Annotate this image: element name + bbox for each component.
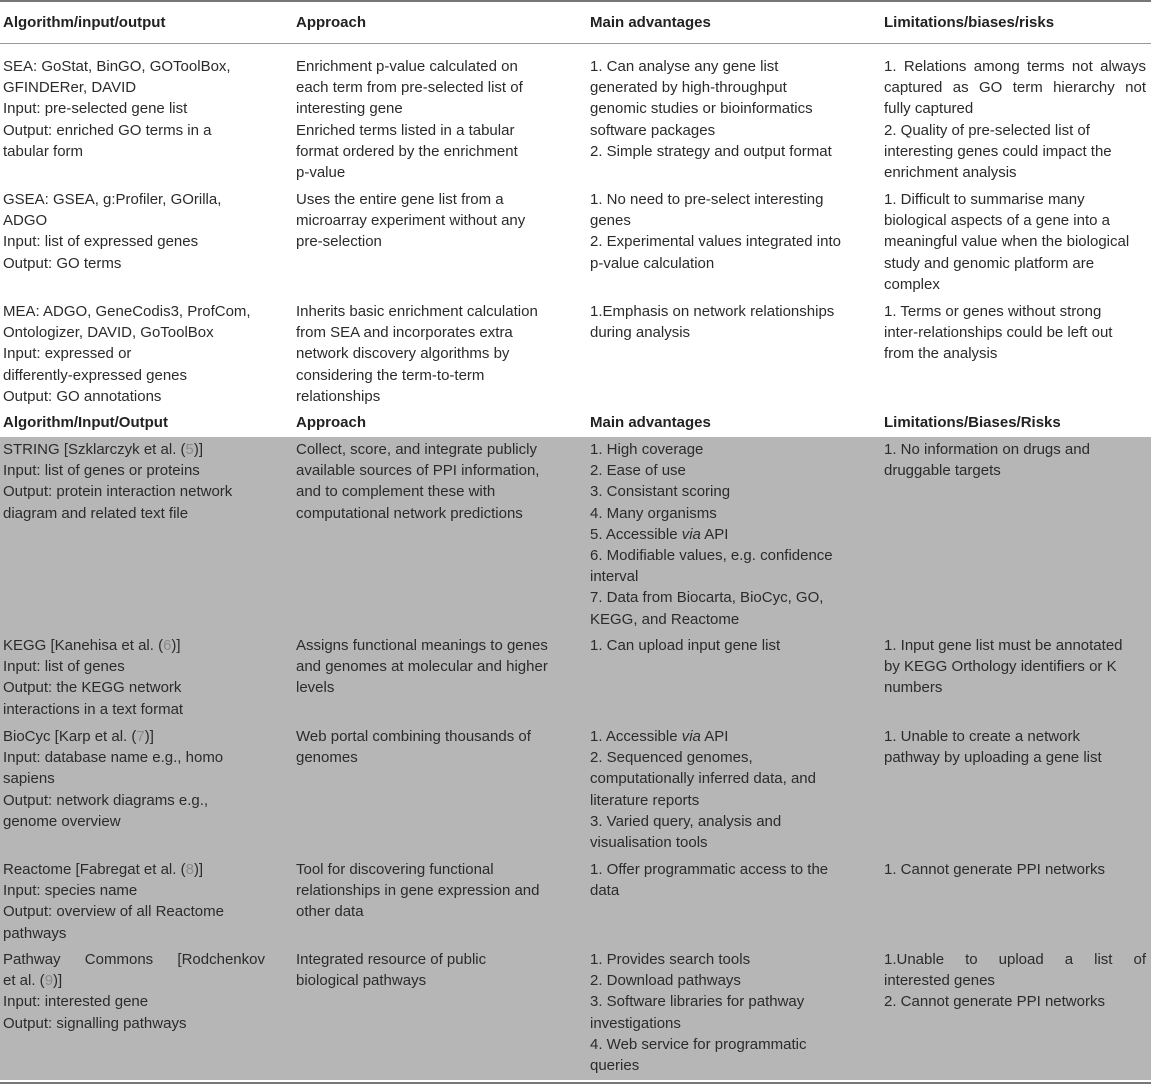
algorithm-cell <box>3 56 265 162</box>
advantages-cell <box>590 635 852 656</box>
cell-line: genome overview <box>3 812 121 830</box>
approach-cell <box>296 189 558 253</box>
column-header: Approach <box>296 414 367 431</box>
cell-line: relationships <box>296 387 381 405</box>
cell-line: Tool for discovering functional <box>296 861 494 878</box>
cell-line: 1. Difficult to summarise many <box>884 191 1085 208</box>
cell-line: from the analysis <box>884 345 998 363</box>
cell-line: p-value <box>296 164 346 182</box>
cell-line: Pathway Commons [Rodchenkov <box>3 951 265 968</box>
approach-cell <box>296 56 558 183</box>
column-header: Limitations/Biases/Risks <box>884 414 1061 431</box>
cell-text: )] <box>53 972 63 990</box>
tool-name: Reactome [Fabregat et al. ( <box>3 861 186 878</box>
cell-line: Input: list of expressed genes <box>3 233 199 251</box>
cell-line: 1. Can upload input gene list <box>590 637 781 654</box>
cell-line: Input: list of genes <box>3 658 125 676</box>
cell-line: 1. Terms or genes without strong <box>884 303 1102 320</box>
cell-line: 1. High coverage <box>590 441 704 458</box>
cell-line: KEGG, and Reactome <box>590 610 740 628</box>
cell-line <box>3 970 265 991</box>
cell-line: Output: overview of all Reactome <box>3 903 224 921</box>
cell-text: )] <box>171 637 181 654</box>
cell-line: 1. No information on drugs and <box>884 441 1090 458</box>
cell-line: sapiens <box>3 770 55 788</box>
cell-line: software packages <box>590 121 716 139</box>
cell-line: Output: signalling pathways <box>3 1014 187 1032</box>
cell-line: computational network predictions <box>296 504 523 522</box>
cell-line: 2. Simple strategy and output format <box>590 142 832 160</box>
cell-text: API <box>700 728 729 745</box>
cell-line: Collect, score, and integrate publicly <box>296 441 537 458</box>
cell-line: Output: the KEGG network <box>3 679 182 697</box>
cell-line <box>590 524 852 545</box>
column-header: Main advantages <box>590 14 711 31</box>
cell-line <box>3 726 265 747</box>
algorithm-cell <box>3 189 265 274</box>
approach-cell <box>296 726 558 768</box>
cell-text: API <box>700 525 729 543</box>
cell-line: and to complement these with <box>296 483 496 501</box>
cell-line: levels <box>296 679 335 697</box>
cell-line: GSEA: GSEA, g:Profiler, GOrilla, <box>3 191 222 208</box>
cell-line: 2. Cannot generate PPI networks <box>884 993 1105 1011</box>
algorithm-cell <box>3 635 265 720</box>
column-header: Algorithm/Input/Output <box>3 414 168 431</box>
cell-line: Output: GO annotations <box>3 387 162 405</box>
cell-line: 1. Provides search tools <box>590 951 751 968</box>
cell-line: Input: list of genes or proteins <box>3 462 200 480</box>
cell-line: 2. Experimental values integrated into <box>590 233 841 251</box>
cell-line: ADGO <box>3 212 48 230</box>
cell-line: 3. Varied query, analysis and <box>590 812 782 830</box>
cell-line: 3. Software libraries for pathway <box>590 993 805 1011</box>
cell-line: fully captured <box>884 100 974 118</box>
cell-line: Input: interested gene <box>3 993 149 1011</box>
cell-text: )] <box>144 728 154 745</box>
cell-line: tabular form <box>3 142 84 160</box>
cell-line: genomes <box>296 749 358 767</box>
cell-line: interactions in a text format <box>3 700 184 718</box>
cell-line: meaningful value when the biological <box>884 233 1130 251</box>
cell-line: Integrated resource of public <box>296 951 487 968</box>
cell-line: 7. Data from Biocarta, BioCyc, GO, <box>590 589 824 607</box>
cell-text: 1. Accessible <box>590 728 682 745</box>
cell-line: druggable targets <box>884 462 1001 480</box>
cell-text: 5. Accessible <box>590 525 682 543</box>
cell-line: differently-expressed genes <box>3 366 187 384</box>
cell-line: microarray experiment without any <box>296 212 526 230</box>
cell-line: 4. Many organisms <box>590 504 717 522</box>
cell-line: queries <box>590 1057 640 1075</box>
cell-line: data <box>590 882 620 900</box>
cell-line: and genomes at molecular and higher <box>296 658 548 676</box>
column-header: Limitations/biases/risks <box>884 14 1055 31</box>
cell-line: 2. Download pathways <box>590 972 741 990</box>
reference-link[interactable]: 8 <box>185 861 194 878</box>
cell-line: pre-selection <box>296 233 382 251</box>
cell-line: MEA: ADGO, GeneCodis3, ProfCom, <box>3 303 251 320</box>
cell-line: Input: expressed or <box>3 345 132 363</box>
limitations-cell <box>884 439 1146 481</box>
advantages-cell <box>590 56 852 162</box>
cell-line: other data <box>296 903 364 921</box>
column-header: Algorithm/input/output <box>3 14 166 31</box>
approach-cell <box>296 635 558 699</box>
cell-line: Input: pre-selected gene list <box>3 100 188 118</box>
cell-line: study and genomic platform are <box>884 254 1095 272</box>
cell-line: 1. Input gene list must be annotated <box>884 637 1123 654</box>
cell-line: 6. Modifiable values, e.g. confidence <box>590 547 833 565</box>
approach-cell <box>296 859 558 923</box>
cell-line: Output: GO terms <box>3 254 122 272</box>
cell-line: format ordered by the enrichment <box>296 142 518 160</box>
cell-line: 1.Emphasis on network relationships <box>590 303 835 320</box>
cell-line: inter-relationships could be left out <box>884 324 1113 342</box>
cell-line <box>3 439 265 460</box>
cell-line: literature reports <box>590 791 700 809</box>
cell-line: SEA: GoStat, BinGO, GOToolBox, <box>3 58 231 75</box>
advantages-cell <box>590 189 852 274</box>
cell-line: available sources of PPI information, <box>296 462 540 480</box>
cell-line: considering the term-to-term <box>296 366 485 384</box>
cell-line: 3. Consistant scoring <box>590 483 731 501</box>
limitations-cell <box>884 635 1146 699</box>
cell-line: Output: protein interaction network <box>3 483 233 501</box>
cell-line: Input: database name e.g., homo <box>3 749 224 767</box>
cell-line: Inherits basic enrichment calculation <box>296 303 538 320</box>
cell-line: during analysis <box>590 324 691 342</box>
header-rule <box>0 43 1151 44</box>
cell-line: by KEGG Orthology identifiers or K <box>884 658 1117 676</box>
cell-line: 1. Relations among terms not always <box>884 58 1146 75</box>
cell-text: via <box>681 728 701 745</box>
cell-line: Ontologizer, DAVID, GoToolBox <box>3 324 214 342</box>
cell-line: interesting genes could impact the <box>884 142 1112 160</box>
cell-line: Output: network diagrams e.g., <box>3 791 209 809</box>
cell-line: 2. Ease of use <box>590 462 686 480</box>
column-header: Approach <box>296 14 367 31</box>
cell-line: relationships in gene expression and <box>296 882 540 900</box>
cell-text: )] <box>193 441 204 458</box>
cell-line: 4. Web service for programmatic <box>590 1035 807 1053</box>
cell-line: numbers <box>884 679 943 697</box>
cell-line: diagram and related text file <box>3 504 189 522</box>
cell-line: 1. Offer programmatic access to the <box>590 861 829 878</box>
cell-line: 1.Unable to upload a list of <box>884 951 1146 968</box>
cell-line: 2. Sequenced genomes, <box>590 749 753 767</box>
cell-line: genes <box>590 212 631 230</box>
reference-link[interactable]: 9 <box>44 972 54 990</box>
advantages-cell <box>590 859 852 901</box>
cell-line: 1. Unable to create a network <box>884 728 1080 745</box>
cell-line: interesting gene <box>296 100 403 118</box>
cell-text: via <box>681 525 701 543</box>
algorithm-cell <box>3 301 265 407</box>
cell-line: p-value calculation <box>590 254 715 272</box>
cell-line: 1. Cannot generate PPI networks <box>884 861 1105 878</box>
reference-link[interactable]: 7 <box>136 728 145 745</box>
approach-cell <box>296 439 558 524</box>
algorithm-cell <box>3 949 265 1034</box>
cell-line: GFINDERer, DAVID <box>3 79 137 97</box>
limitations-cell <box>884 56 1146 183</box>
reference-link[interactable]: 5 <box>185 441 194 458</box>
cell-line: each term from pre-selected list of <box>296 79 523 97</box>
limitations-cell <box>884 189 1146 295</box>
advantages-cell <box>590 949 852 1076</box>
tool-name: KEGG [Kanehisa et al. ( <box>3 637 164 654</box>
cell-line: computationally inferred data, and <box>590 770 816 788</box>
cell-line: visualisation tools <box>590 834 708 852</box>
advantages-cell <box>590 726 852 853</box>
cell-text: et al. ( <box>3 972 45 990</box>
cell-line: genomic studies or bioinformatics <box>590 100 813 118</box>
cell-line: interested genes <box>884 972 995 990</box>
algorithm-cell <box>3 859 265 944</box>
cell-line: pathways <box>3 924 67 942</box>
cell-line: Input: species name <box>3 882 138 900</box>
cell-line: Enrichment p-value calculated on <box>296 58 518 75</box>
cell-line: Output: enriched GO terms in a <box>3 121 212 139</box>
cell-line: investigations <box>590 1014 681 1032</box>
column-header: Main advantages <box>590 414 711 431</box>
cell-line: Enriched terms listed in a tabular <box>296 121 515 139</box>
limitations-cell <box>884 859 1146 880</box>
cell-line: network discovery algorithms by <box>296 345 510 363</box>
tool-name: BioCyc [Karp et al. ( <box>3 728 137 745</box>
bottom-rule <box>0 1082 1151 1084</box>
algorithm-cell <box>3 726 265 832</box>
advantages-cell <box>590 439 852 630</box>
cell-line: complex <box>884 275 940 293</box>
cell-line: biological pathways <box>296 972 427 990</box>
cell-line: biological aspects of a gene into a <box>884 212 1110 230</box>
cell-text: )] <box>193 861 204 878</box>
approach-cell <box>296 301 558 407</box>
limitations-cell <box>884 726 1146 768</box>
algorithm-cell <box>3 439 265 524</box>
tool-name: STRING [Szklarczyk et al. ( <box>3 441 186 458</box>
cell-line: captured as GO term hierarchy not <box>884 79 1146 97</box>
cell-line: generated by high-throughput <box>590 79 787 97</box>
reference-link[interactable]: 6 <box>163 637 172 654</box>
approach-cell <box>296 949 558 991</box>
top-rule <box>0 0 1151 2</box>
limitations-cell <box>884 301 1146 365</box>
cell-line: interval <box>590 568 639 586</box>
limitations-cell <box>884 949 1146 1013</box>
cell-line <box>3 859 265 880</box>
cell-line <box>3 635 265 656</box>
cell-line: 1. No need to pre-select interesting <box>590 191 824 208</box>
cell-line <box>590 726 852 747</box>
cell-line: enrichment analysis <box>884 164 1017 182</box>
advantages-cell <box>590 301 852 343</box>
cell-line: from SEA and incorporates extra <box>296 324 513 342</box>
cell-line: Web portal combining thousands of <box>296 728 531 745</box>
cell-line: pathway by uploading a gene list <box>884 749 1102 767</box>
cell-line: Uses the entire gene list from a <box>296 191 504 208</box>
cell-line: Assigns functional meanings to genes <box>296 637 548 654</box>
cell-line: 1. Can analyse any gene list <box>590 58 779 75</box>
cell-line: 2. Quality of pre-selected list of <box>884 121 1090 139</box>
